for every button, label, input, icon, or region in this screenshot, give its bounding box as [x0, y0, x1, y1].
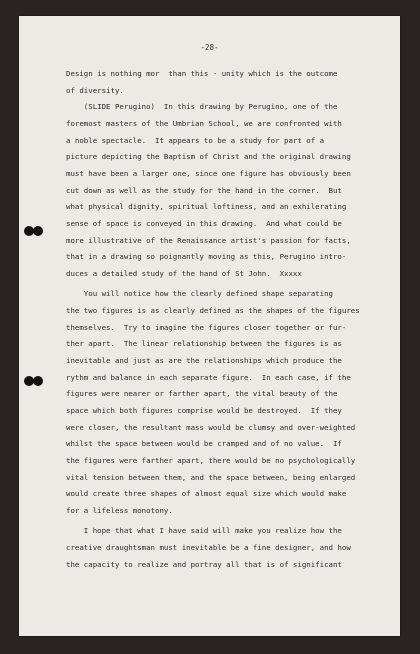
text-line: figures were nearer or farther apart, the vital beauty of the: [66, 389, 338, 398]
text-line: foremost masters of the Umbrian School, we are confronted with: [66, 119, 342, 128]
text-line: more illustrative of the Renaissance artist's passion for facts,: [66, 236, 351, 245]
text-line: were closer, the resultant mass would be clumsy and over-weighted: [66, 423, 356, 432]
text-line: picture depicting the Baptism of Christ and the original drawing: [66, 152, 351, 161]
text-line: I hope that what I have said will make you realize how the: [66, 526, 342, 535]
text-line: would create three shapes of almost equal size which would make: [66, 489, 347, 498]
text-line: duces a detailed study of the hand of St John. Xxxxx: [66, 269, 302, 278]
text-line: must have been a larger one, since one figure has obviously been: [66, 169, 351, 178]
text-line: the figures were farther apart, there would be no psychologically: [66, 456, 356, 465]
text-line: vital tension between them, and the space between, being enlarged: [66, 473, 356, 482]
text-line: cut down as well as the study for the hand in the corner. But: [66, 186, 342, 195]
text-line: You will notice how the clearly defined shape separating: [66, 289, 333, 298]
document-page: [19, 16, 400, 636]
text-line: sense of space is conveyed in this drawing. And what could be: [66, 219, 342, 228]
text-line: that in a drawing so poignantly moving as this, Perugino intro-: [66, 252, 347, 261]
text-line: (SLIDE Perugino) In this drawing by Perugino, one of the: [66, 102, 338, 111]
text-line: rythm and balance in each separate figure. In each case, if the: [66, 373, 351, 382]
text-line: whilst the space between would be cramped and of no value. If: [66, 439, 342, 448]
text-line: of diversity.: [66, 86, 124, 95]
text-line: a noble spectacle. It appears to be a study for part of a: [66, 136, 325, 145]
text-line: for a lifeless monotony.: [66, 506, 173, 515]
text-line: the capacity to realize and portray all that is of significant: [66, 560, 342, 569]
text-line: creative draughtsman must inevitable be a fine designer, and how: [66, 543, 351, 552]
text-line: ther apart. The linear relationship between the figures is as: [66, 339, 342, 348]
binder-hole: [33, 226, 43, 236]
text-line: Design is nothing mor than this - unity which is the outcome: [66, 69, 338, 78]
page-number: -28-: [200, 43, 219, 52]
text-line: themselves. Try to imagine the figures closer together or fur-: [66, 323, 347, 332]
text-line: what physical dignity, spiritual loftiness, and an exhilerating: [66, 202, 347, 211]
binder-hole: [33, 376, 43, 386]
text-line: inevitable and just as are the relationships which produce the: [66, 356, 342, 365]
text-line: space which both figures comprise would be destroyed. If they: [66, 406, 342, 415]
text-line: the two figures is as clearly defined as the shapes of the figures: [66, 306, 360, 315]
